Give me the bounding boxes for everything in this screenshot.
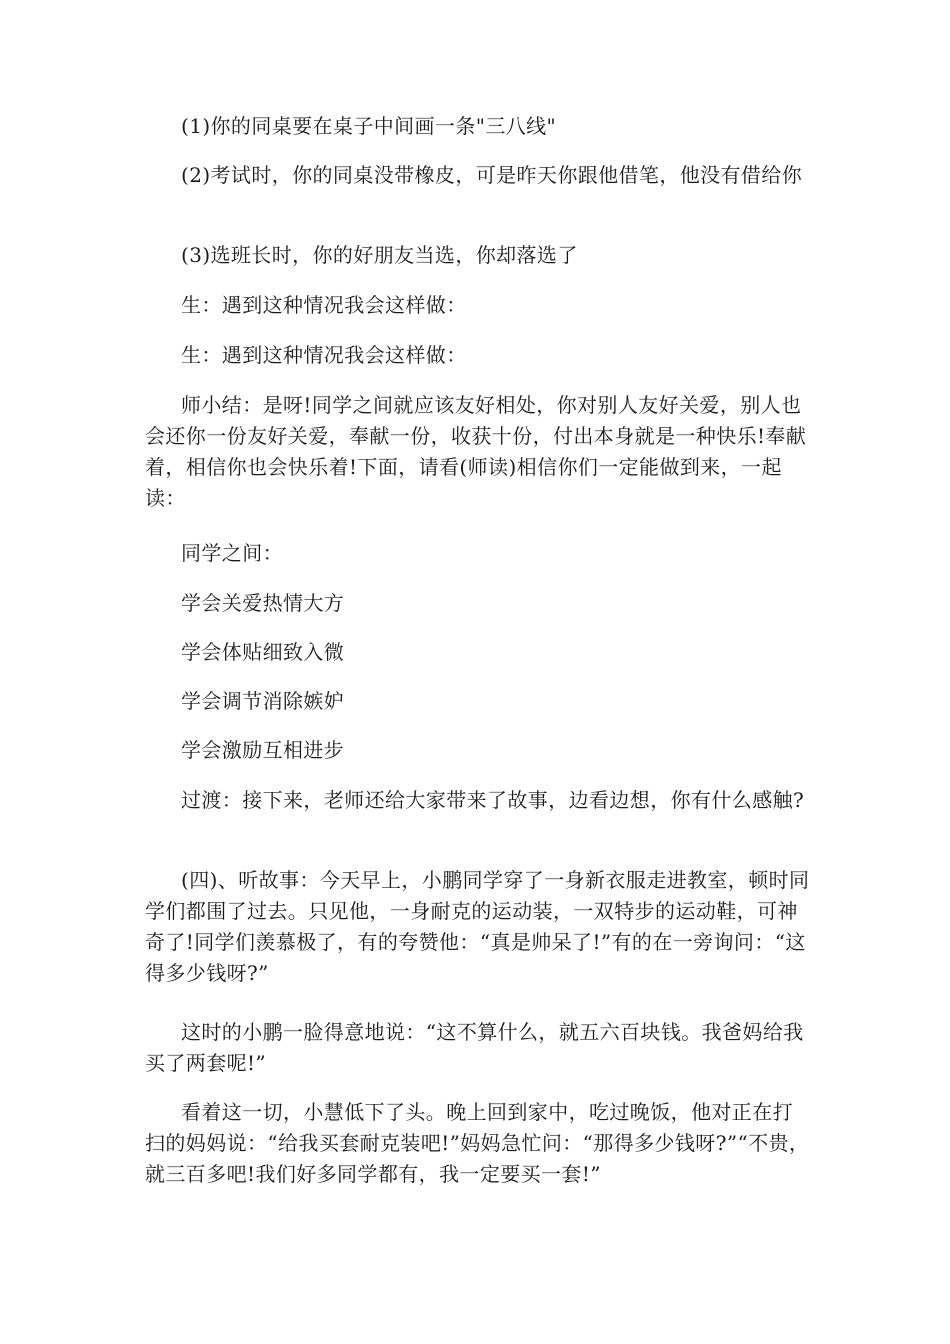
paragraph-classmates-heading: 同学之间： [181,541,283,565]
paragraph-motto-3: 学会调节消除嫉妒 [181,689,345,713]
paragraph-scenario-3: (3)选班长时，你的好朋友当选，你却落选了 [181,243,578,267]
paragraph-story-xiaohui: 看着这一切，小慧低下了头。晚上回到家中，吃过晚饭，他对正在打扫的妈妈说：“给我买套耐克装吧!”妈妈急忙问：“那得多少钱呀?”“不贵，就三百多吧!我们好多同学都有，我一定要买一套!” [145,1100,810,1186]
paragraph-student-response-1: 生：遇到这种情况我会这样做： [181,293,467,317]
paragraph-story-part-4: (四)、听故事：今天早上，小鹏同学穿了一身新衣服走进教室，顿时同学们都围了过去。只见他，一身耐克的运动装，一双特步的运动鞋，可神奇了!同学们羡慕极了，有的夸赞他：“真是帅呆了!”有的在一旁询问：“这得多少钱呀?” [145,868,810,985]
paragraph-transition: 过渡：接下来，老师还给大家带来了故事，边看边想，你有什么感触? [181,788,805,812]
paragraph-teacher-summary: 师小结：是呀!同学之间就应该友好相处，你对别人友好关爱，别人也会还你一份友好关爱，奉献一份，收获十份，付出本身就是一种快乐!奉献着，相信你也会快乐着!下面，请看(师读)相信你们一定能做到来，一起读： [145,393,807,510]
paragraph-motto-1: 学会关爱热情大方 [181,591,345,615]
paragraph-student-response-2: 生：遇到这种情况我会这样做： [181,343,467,367]
paragraph-motto-4: 学会激励互相进步 [181,738,345,762]
paragraph-motto-2: 学会体贴细致入微 [181,640,345,664]
paragraph-scenario-2: (2)考试时，你的同桌没带橡皮，可是昨天你跟他借笔，他没有借给你 [181,163,803,187]
paragraph-story-xiaopeng: 这时的小鹏一脸得意地说：“这不算什么，就五六百块钱。我爸妈给我买了两套呢!” [145,1020,804,1075]
paragraph-scenario-1: (1)你的同桌要在桌子中间画一条"三八线" [181,114,557,138]
